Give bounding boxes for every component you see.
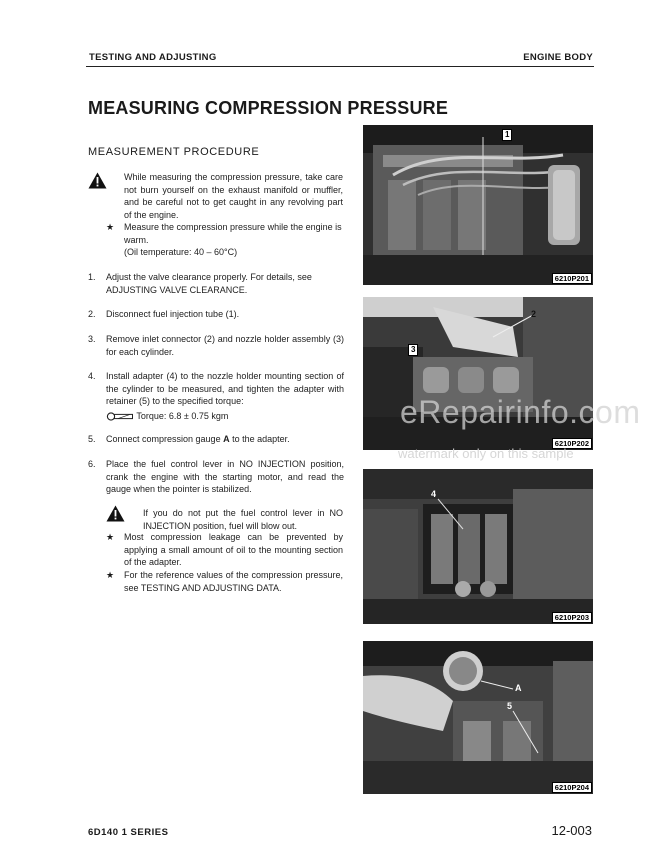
callout-label: 4 <box>431 489 437 499</box>
callout-label: A <box>515 683 522 693</box>
star-icon: ★ <box>106 570 115 580</box>
photo-code: 6210P201 <box>552 273 592 284</box>
step-3-text: Remove inlet connector (2) and nozzle holder assembly (3) for each cylinder. <box>106 334 344 357</box>
engine-photo-4 <box>363 641 593 794</box>
step-number: 3. <box>88 334 96 344</box>
warning-icon <box>106 505 125 522</box>
torque-value: Torque: 6.8 ± 0.75 kgm <box>136 411 229 421</box>
star-icon: ★ <box>106 532 115 542</box>
warning-icon <box>88 172 107 189</box>
star-icon: ★ <box>106 222 115 232</box>
callout-label: 2 <box>531 309 537 319</box>
engine-photo-3-image <box>363 469 593 624</box>
step-number: 2. <box>88 309 96 319</box>
photo-code: 6210P204 <box>552 782 592 793</box>
step-number: 1. <box>88 272 96 282</box>
step-1-line-a: Adjust the valve clearance properly. For details, see <box>106 272 312 282</box>
engine-photo-4-image <box>363 641 593 794</box>
step-6-text: Place the fuel control lever in NO INJECTION position, crank the engine with the starting motor, and read the gauge when the pointer is stabilized. <box>106 459 344 495</box>
step-5-text-post: to the adapter. <box>229 434 290 444</box>
engine-photo-1-image <box>363 125 593 285</box>
step-1-line-b: ADJUSTING VALVE CLEARANCE. <box>106 284 248 295</box>
step-1-text <box>106 271 344 296</box>
section-header-right: ENGINE BODY <box>523 52 593 63</box>
callout-label: 3 <box>408 344 418 356</box>
intro-oil-temp: (Oil temperature: 40 – 60°C) <box>124 247 238 257</box>
step-4-text: Install adapter (4) to the nozzle holder mounting section of the cylinder to be measured, and tighten the adapter with retainer (5) to the specified torque: <box>106 371 344 407</box>
torque-wrench-icon <box>106 411 134 422</box>
watermark-note: watermark only on this sample <box>398 446 574 461</box>
section-header-left: TESTING AND ADJUSTING <box>89 52 217 63</box>
caution-note-1: Most compression leakage can be prevented by applying a small amount of oil to the mounting section of the adapter. <box>124 532 343 568</box>
step-number: 5. <box>88 434 96 444</box>
callout-label: 5 <box>507 701 513 711</box>
intro-warning-text: While measuring the compression pressure, take care not burn yourself on the exhaust manifold or muffler, and be careful not to get caught in any revolving part of the engine. <box>124 172 343 220</box>
header-rule <box>86 66 594 67</box>
watermark-site: eRepairinfo.com <box>400 394 641 430</box>
step-2-text: Disconnect fuel injection tube (1). <box>106 309 240 319</box>
photo-code: 6210P202 <box>552 438 592 449</box>
photo-code: 6210P203 <box>552 612 592 623</box>
procedure-subtitle: MEASUREMENT PROCEDURE <box>88 146 260 158</box>
step-number: 4. <box>88 371 96 381</box>
caution-warning-text: If you do not put the fuel control lever in NO INJECTION position, fuel will blow out. <box>143 508 343 531</box>
intro-note-text: Measure the compression pressure while the engine is warm. <box>124 222 342 245</box>
step-5-text <box>106 433 344 446</box>
gauge-label-a: A <box>223 434 230 444</box>
step-5-text-pre: Connect compression gauge <box>106 434 224 444</box>
callout-label: 1 <box>502 129 512 141</box>
footer-series: 6D140 1 SERIES <box>88 827 169 838</box>
engine-photo-1 <box>363 125 593 285</box>
caution-note-2: For the reference values of the compression pressure, see TESTING AND ADJUSTING DATA. <box>124 570 343 593</box>
page-title: MEASURING COMPRESSION PRESSURE <box>88 98 449 118</box>
page-number: 12-003 <box>551 823 592 838</box>
torque-spec <box>106 410 344 423</box>
engine-photo-3 <box>363 469 593 624</box>
step-number: 6. <box>88 459 96 469</box>
